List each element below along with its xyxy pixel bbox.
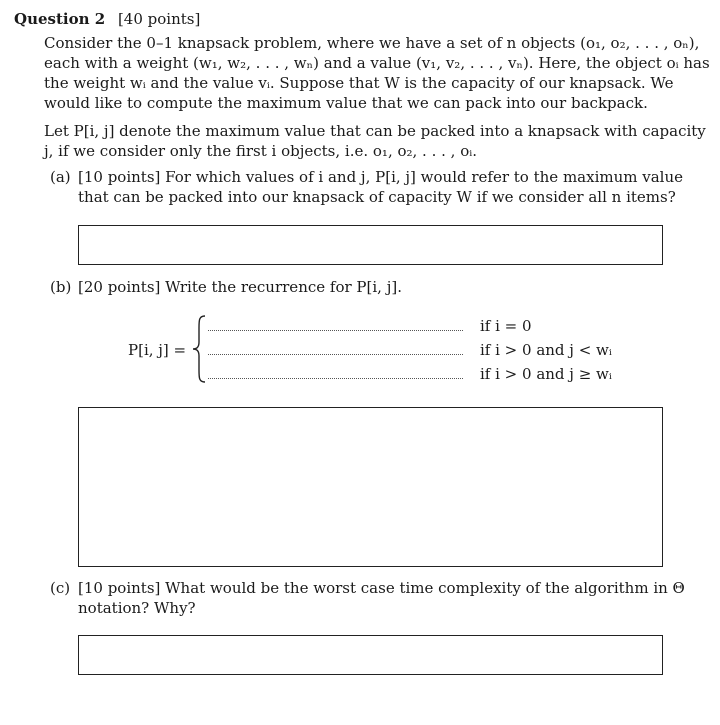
answer-box-b[interactable] — [78, 407, 663, 567]
case-blank-1[interactable] — [208, 330, 463, 331]
intro-line-3: the weight wᵢ and the value vᵢ. Suppose that W is the capacity of our knapsack. We — [44, 74, 674, 92]
intro-line-2: each with a weight (w₁, w₂, . . . , wₙ) and a value (v₁, v₂, . . . , vₙ). Here, the object oᵢ has — [44, 54, 710, 72]
part-a-line-1: [10 points] For which values of i and j, P[i, j] would refer to the maximum value — [78, 168, 683, 186]
question-title: Question 2 — [14, 10, 106, 28]
part-c-label: (c) — [50, 579, 71, 597]
part-a-label: (a) — [50, 168, 71, 186]
answer-box-a[interactable] — [78, 225, 663, 265]
definition-line-2: j, if we consider only the first i objects, i.e. o₁, o₂, . . . , oᵢ. — [44, 142, 478, 160]
part-c-line-2: notation? Why? — [78, 599, 196, 617]
part-c-line-1: [10 points] What would be the worst case time complexity of the algorithm in Θ — [78, 579, 685, 597]
question-points: [40 points] — [117, 10, 201, 28]
intro-line-1: Consider the 0–1 knapsack problem, where we have a set of n objects (o₁, o₂, . . . , oₙ), — [44, 34, 700, 52]
answer-box-c[interactable] — [78, 635, 663, 675]
case-condition-3: if i > 0 and j ≥ wᵢ — [480, 365, 612, 383]
case-condition-2: if i > 0 and j < wᵢ — [480, 341, 612, 359]
intro-line-4: would like to compute the maximum value that we can pack into our backpack. — [44, 94, 648, 112]
case-blank-3[interactable] — [208, 378, 463, 379]
case-blank-2[interactable] — [208, 354, 463, 355]
question-header — [14, 10, 200, 28]
part-a-line-2: that can be packed into our knapsack of capacity W if we consider all n items? — [78, 188, 676, 206]
left-brace-icon — [190, 314, 208, 384]
definition-line-1: Let P[i, j] denote the maximum value that can be packed into a knapsack with capacity — [44, 122, 706, 140]
part-b-label: (b) — [50, 278, 72, 296]
part-b-line: [20 points] Write the recurrence for P[i, j]. — [78, 278, 402, 296]
case-condition-1: if i = 0 — [480, 317, 532, 335]
recurrence-lhs: P[i, j] = — [128, 341, 187, 359]
